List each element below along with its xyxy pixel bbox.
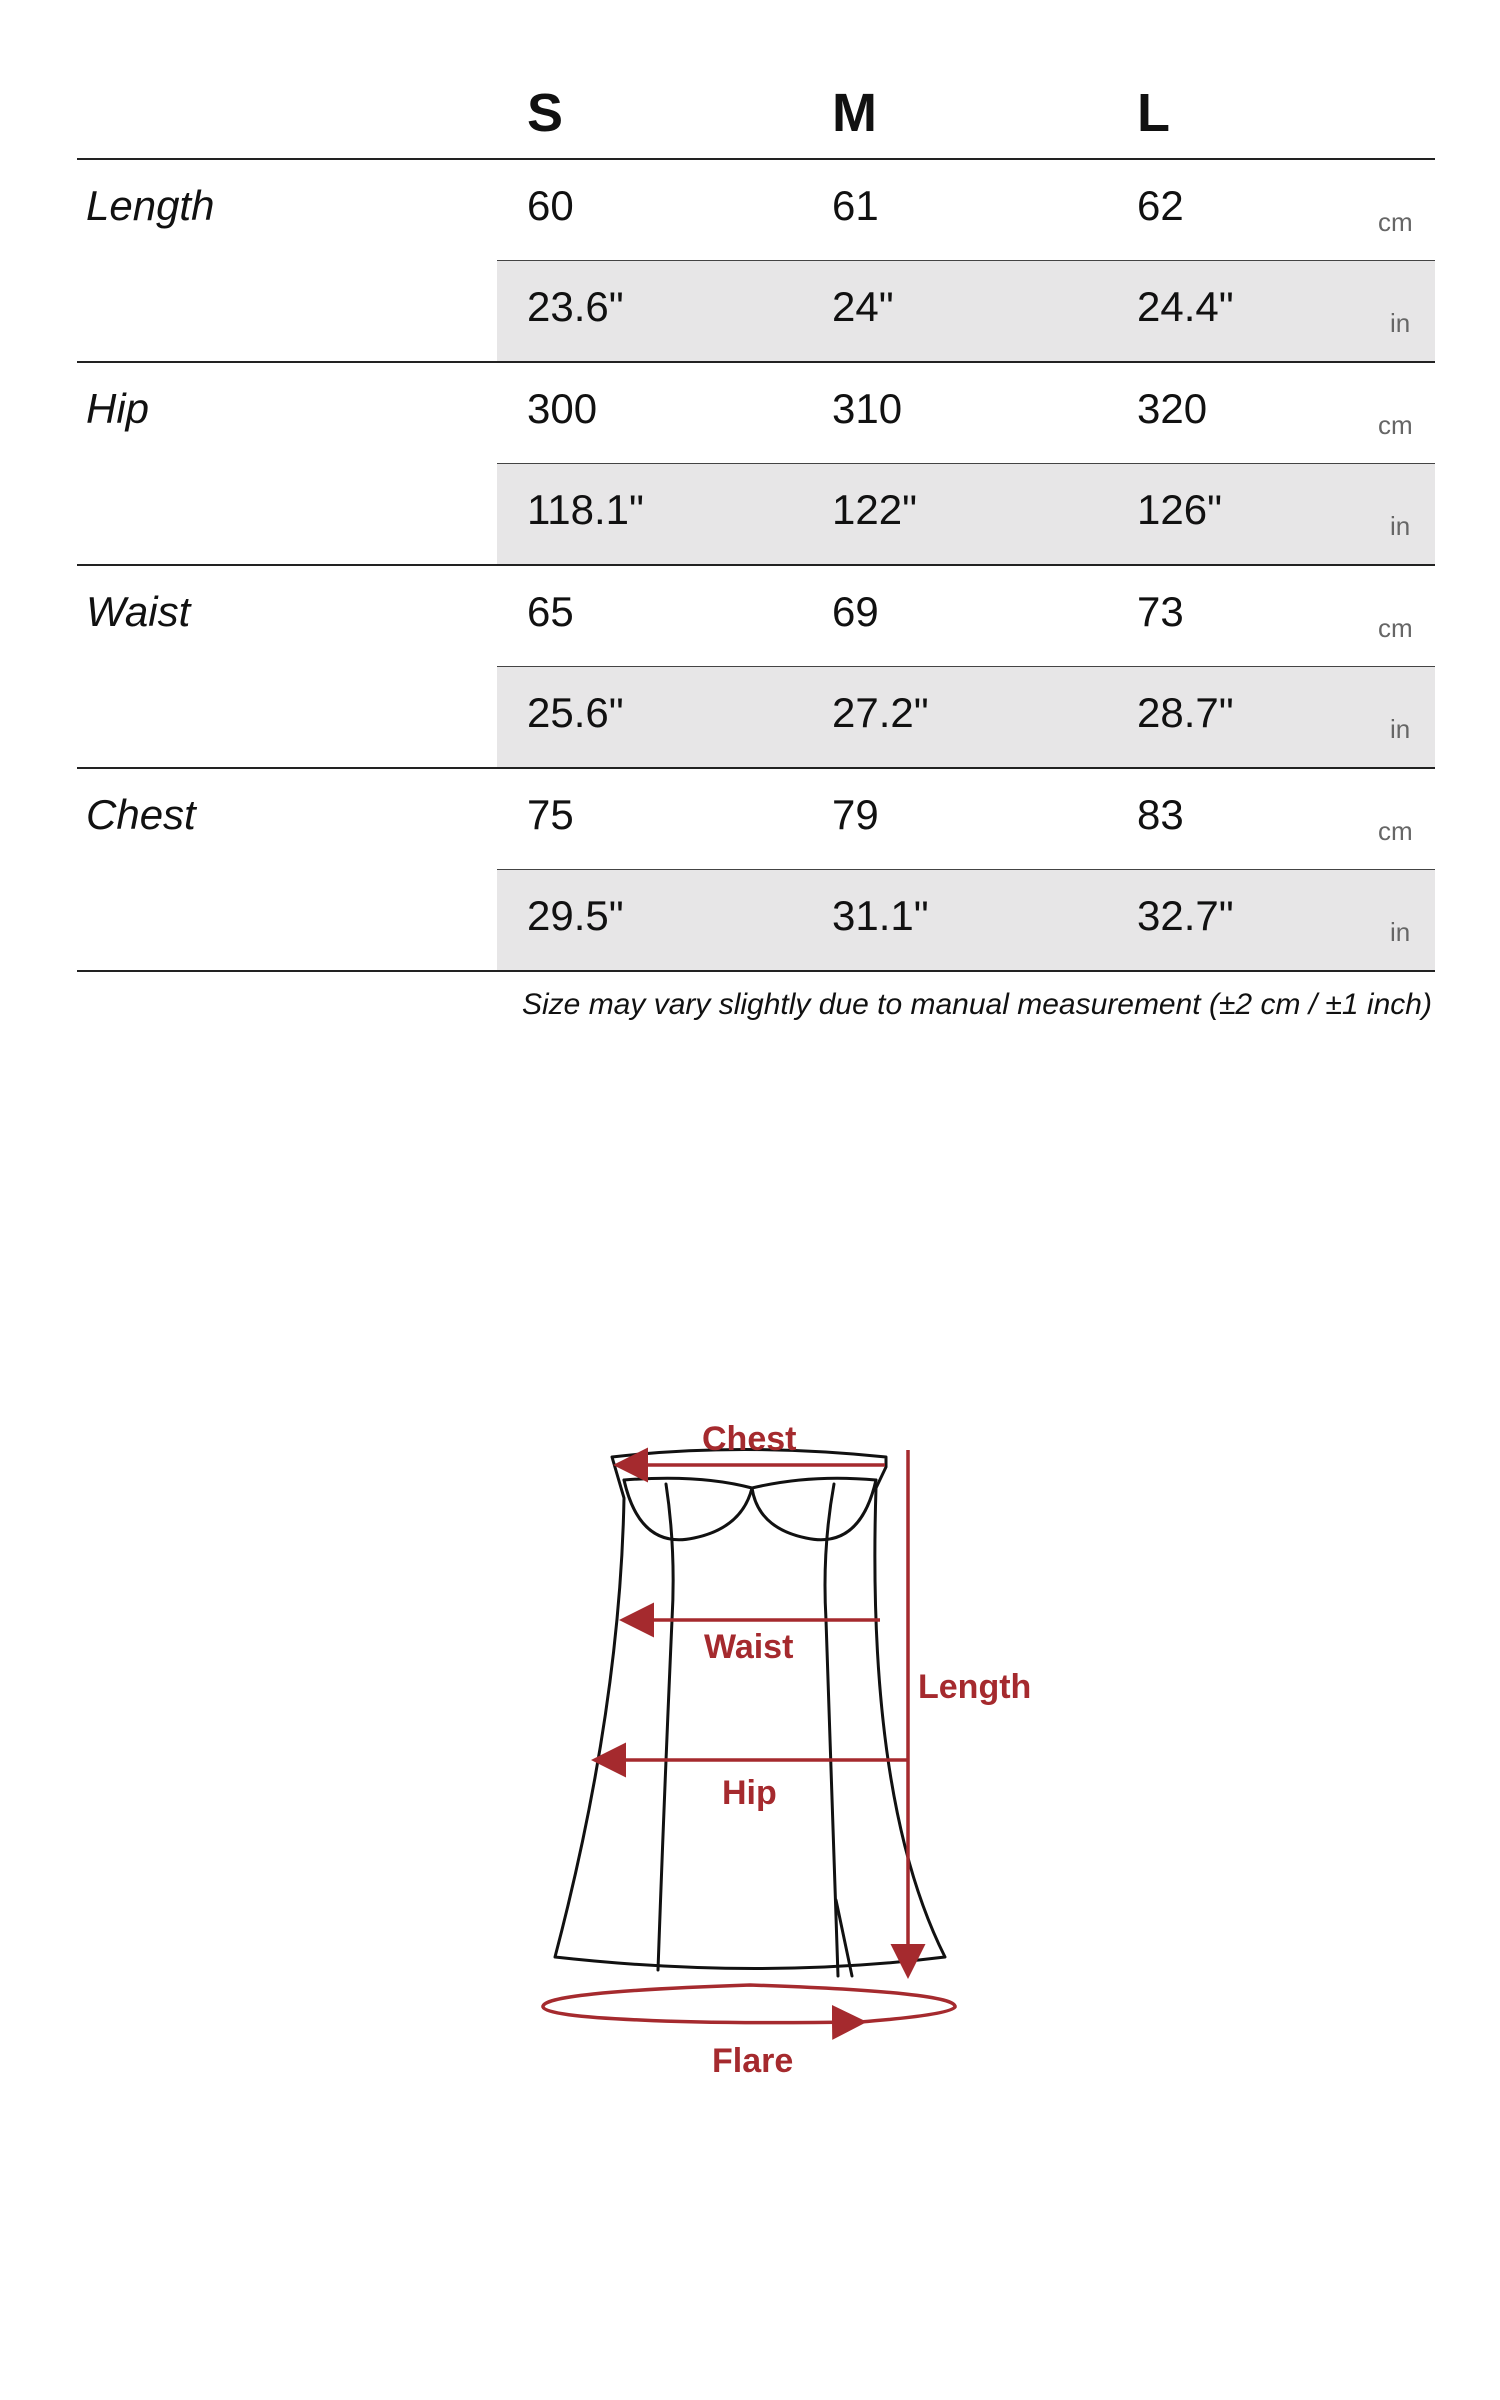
unit-cm: cm [1378,410,1413,440]
divider-hip [497,463,1435,464]
cell-waist-l-in: 28.7" [1137,689,1234,736]
unit-in: in [1390,511,1411,541]
row-label-hip: Hip [86,385,150,432]
row-label-chest: Chest [86,791,196,838]
flare-label: Flare [712,2042,794,2080]
cell-hip-l-cm: 320 [1137,385,1208,432]
cell-length-s-cm: 60 [527,182,574,229]
divider-length [497,260,1435,261]
dress-outline [555,1450,945,1977]
unit-in: in [1390,917,1411,947]
row-rule-waist [77,767,1435,769]
cell-chest-l-cm: 83 [1137,791,1184,838]
cell-hip-m-cm: 310 [832,385,903,432]
cell-length-m-in: 24" [832,283,894,330]
cell-length-m-cm: 61 [832,182,879,229]
cell-hip-l-in: 126" [1137,486,1222,533]
dress-illustration [0,1380,1500,2130]
chest-label: Chest [702,1420,797,1458]
table-top-rule [77,158,1435,160]
row-label-length: Length [86,182,215,229]
table-bottom-rule [77,970,1435,972]
size-header-l: L [1137,83,1170,143]
row-rule-length [77,361,1435,363]
unit-in: in [1390,308,1411,338]
cell-chest-l-in: 32.7" [1137,892,1234,939]
size-header-m: M [832,83,877,143]
cell-chest-s-cm: 75 [527,791,574,838]
measurement-arrows [543,1450,955,2023]
cell-length-s-in: 23.6" [527,283,624,330]
divider-chest [497,869,1435,870]
band-chest-in [497,870,1435,970]
cell-waist-s-cm: 65 [527,588,574,635]
cell-hip-s-in: 118.1" [527,486,644,533]
cell-hip-m-in: 122" [832,486,917,533]
divider-waist [497,666,1435,667]
cell-chest-m-cm: 79 [832,791,879,838]
cell-length-l-cm: 62 [1137,182,1184,229]
flare-arrow [543,1985,955,2023]
row-rule-hip [77,564,1435,566]
row-label-waist: Waist [86,588,191,635]
band-waist-in [497,667,1435,767]
unit-cm: cm [1378,613,1413,643]
waist-label: Waist [704,1628,794,1666]
cell-length-l-in: 24.4" [1137,283,1234,330]
cell-hip-s-cm: 300 [527,385,598,432]
unit-in: in [1390,714,1411,744]
size-header-s: S [527,83,564,143]
hip-label: Hip [722,1774,777,1812]
unit-cm: cm [1378,207,1413,237]
cell-waist-m-in: 27.2" [832,689,929,736]
dress-measurement-diagram [0,1380,1500,2130]
cell-waist-s-in: 25.6" [527,689,624,736]
measurement-note: Size may vary slightly due to manual measurement (±2 cm / ±1 inch) [522,988,1432,1021]
cell-chest-s-in: 29.5" [527,892,624,939]
unit-cm: cm [1378,816,1413,846]
band-length-in [497,261,1435,361]
cell-waist-m-cm: 69 [832,588,879,635]
cell-waist-l-cm: 73 [1137,588,1184,635]
length-label: Length [918,1668,1032,1706]
size-chart-table [0,0,1500,1060]
cell-chest-m-in: 31.1" [832,892,929,939]
